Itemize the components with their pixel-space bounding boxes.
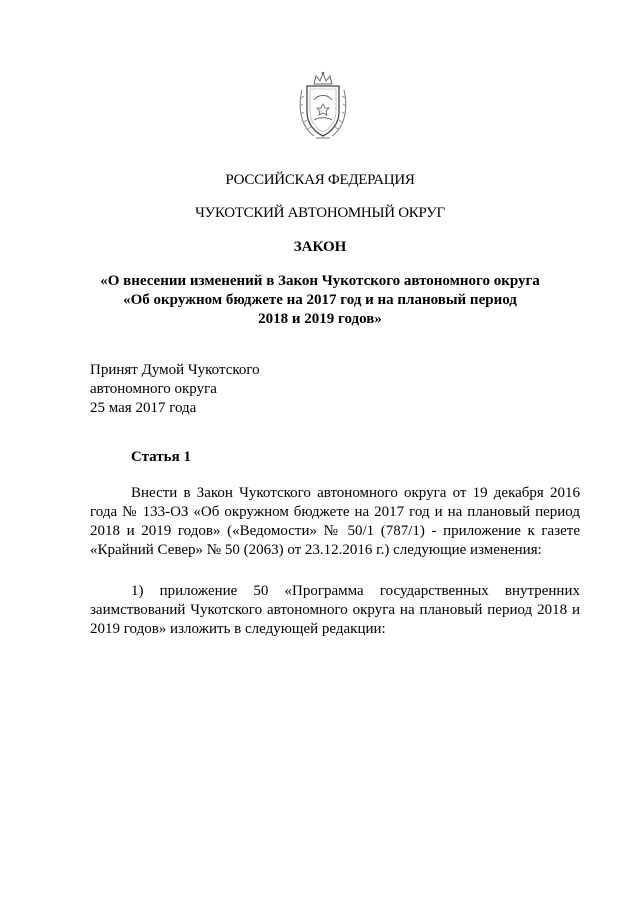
article-paragraph: 1) приложение 50 «Программа государственных внутренних заимствований Чукотского автономного округа на плановый период 2018 и 2019 годов» изложить в следующей редакции: xyxy=(90,583,580,637)
coat-of-arms-icon xyxy=(296,70,350,142)
adoption-line: Принят Думой Чукотского xyxy=(90,362,260,378)
law-title xyxy=(0,272,640,329)
adoption-date: 25 мая 2017 года xyxy=(90,400,197,416)
adoption-note xyxy=(90,361,260,418)
law-title-line: «О внесении изменений в Закон Чукотского автономного округа xyxy=(100,273,540,289)
article-heading: Статья 1 xyxy=(131,449,191,465)
adoption-line: автономного округа xyxy=(90,381,217,397)
region-name: ЧУКОТСКИЙ АВТОНОМНЫЙ ОКРУГ xyxy=(195,205,445,221)
article-paragraph: Внести в Закон Чукотского автономного округа от 19 декабря 2016 года № 133-ОЗ «Об окружном бюджете на 2017 год и на плановый период 2018 и 2019 годов» («Ведомости» № 50/1 (787/1) - приложение к газете «Крайний Север» № 50 (2063) от 23.12.2016 г.) следующие изменения: xyxy=(90,485,580,558)
document-type: ЗАКОН xyxy=(293,239,347,255)
country-name: РОССИЙСКАЯ ФЕДЕРАЦИЯ xyxy=(225,172,415,188)
law-title-line: «Об окружном бюджете на 2017 год и на плановый период xyxy=(123,292,517,308)
law-title-line: 2018 и 2019 годов» xyxy=(258,311,382,327)
